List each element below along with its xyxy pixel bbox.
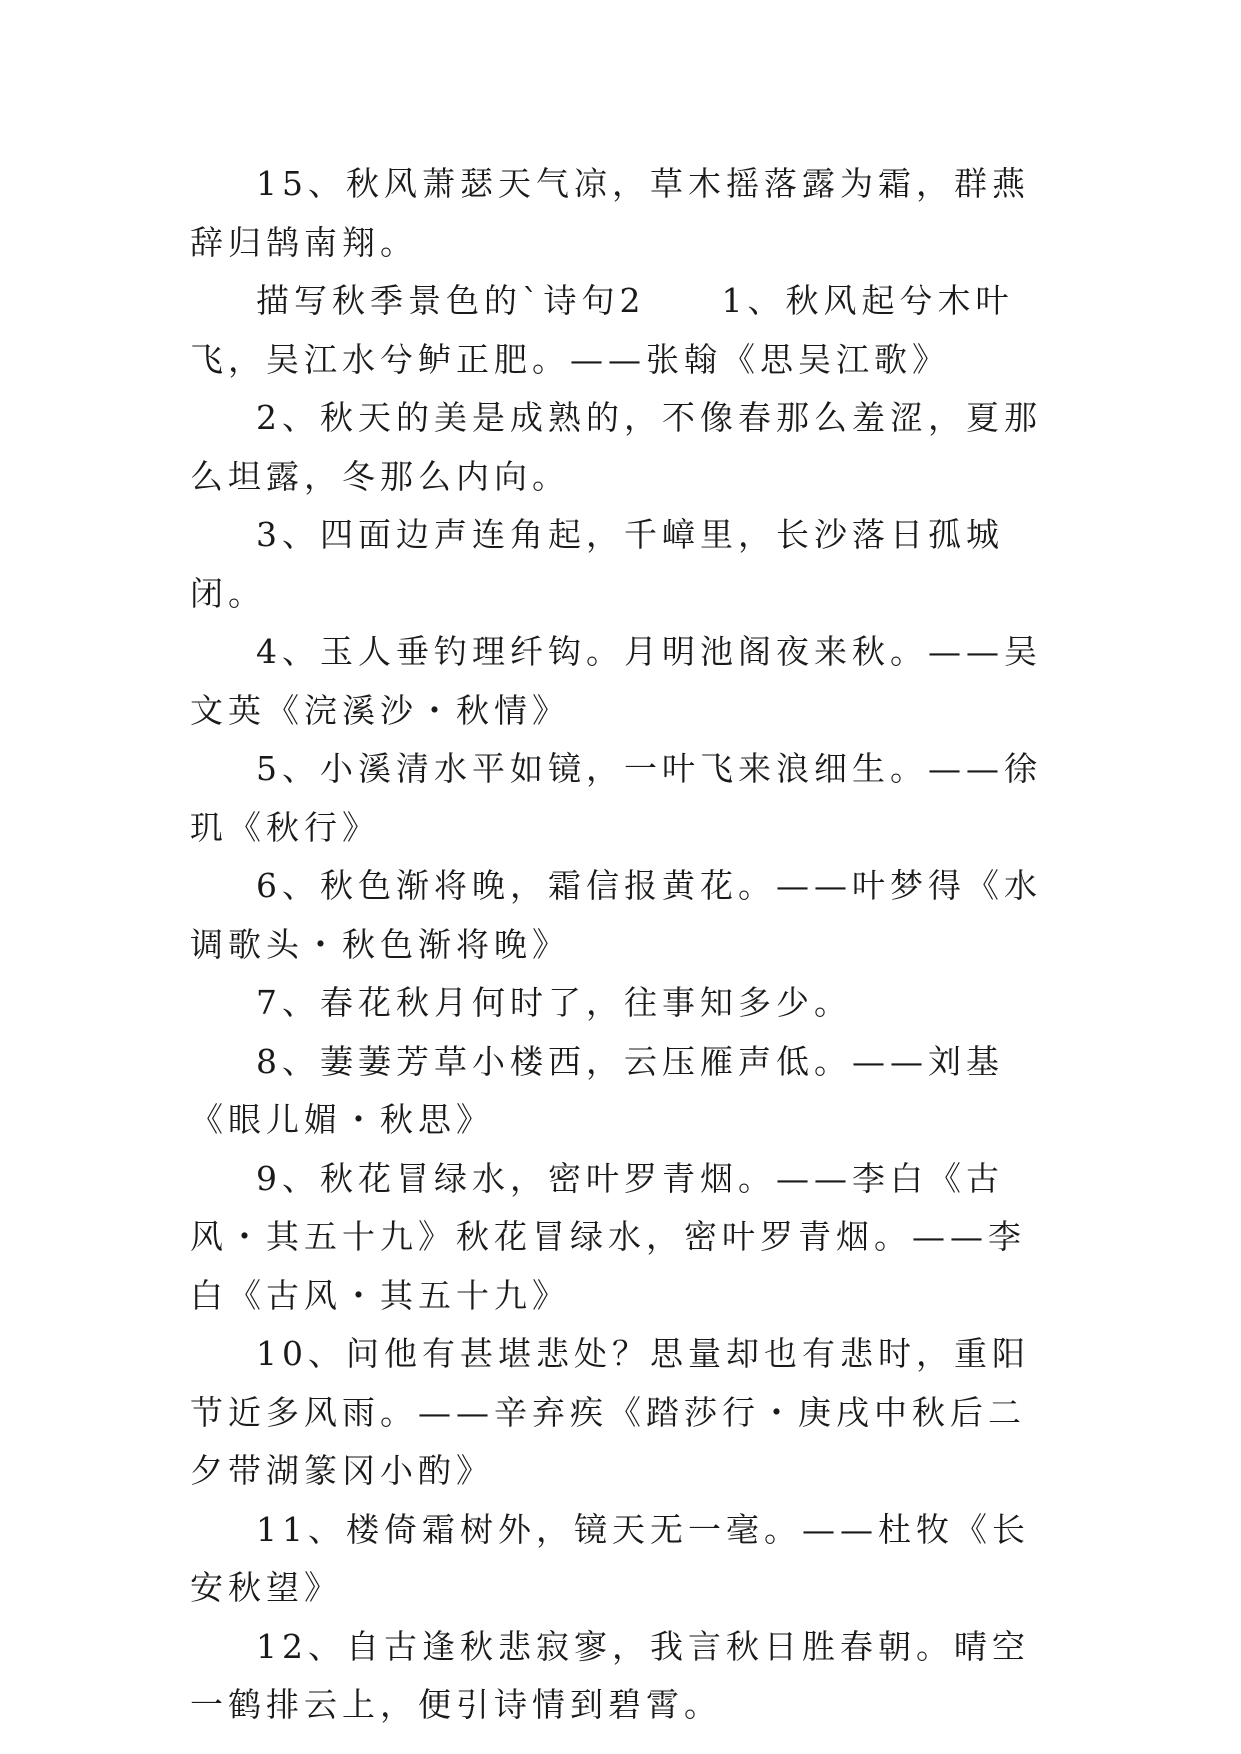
paragraph-12: 12、自古逢秋悲寂寥，我言秋日胜春朝。晴空一鹤排云上，便引诗情到碧霄。 (190, 1626, 1030, 1724)
section-heading-paragraph: 描写秋季景色的`诗句2 1、秋风起兮木叶飞，吴江水兮鲈正肥。——张翰《思吴江歌》 (190, 281, 1014, 379)
paragraph-9: 9、秋花冒绿水，密叶罗青烟。——李白《古风・其五十九》秋花冒绿水，密叶罗青烟。——李白《古风・其五十九》 (190, 1158, 1026, 1315)
paragraph-2: 2、秋天的美是成熟的，不像春那么羞涩，夏那么坦露，冬那么内向。 (190, 398, 1042, 496)
paragraph-5: 5、小溪清水平如镜，一叶飞来浪细生。——徐玑《秋行》 (190, 749, 1042, 847)
paragraph-10: 10、问他有甚堪悲处？思量却也有悲时，重阳节近多风雨。——辛弃疾《踏莎行・庚戌中秋后二夕带湖篆冈小酌》 (190, 1334, 1030, 1490)
document-body (190, 155, 1052, 1735)
paragraph-8: 8、萋萋芳草小楼西，云压雁声低。——刘基《眼儿媚・秋思》 (190, 1041, 1004, 1139)
paragraph-6: 6、秋色渐将晚，霜信报黄花。——叶梦得《水调歌头・秋色渐将晚》 (190, 866, 1042, 964)
paragraph-3: 3、四面边声连角起，千嶂里，长沙落日孤城闭。 (190, 515, 1004, 613)
paragraph-4: 4、玉人垂钓理纤钩。月明池阁夜来秋。——吴文英《浣溪沙・秋情》 (190, 632, 1042, 730)
paragraph-7: 7、春花秋月何时了，往事知多少。 (256, 983, 852, 1022)
paragraph-11: 11、楼倚霜树外，镜天无一毫。——杜牧《长安秋望》 (190, 1509, 1030, 1607)
paragraph-15: 15、秋风萧瑟天气凉，草木摇落露为霜，群燕辞归鹄南翔。 (190, 164, 1030, 262)
